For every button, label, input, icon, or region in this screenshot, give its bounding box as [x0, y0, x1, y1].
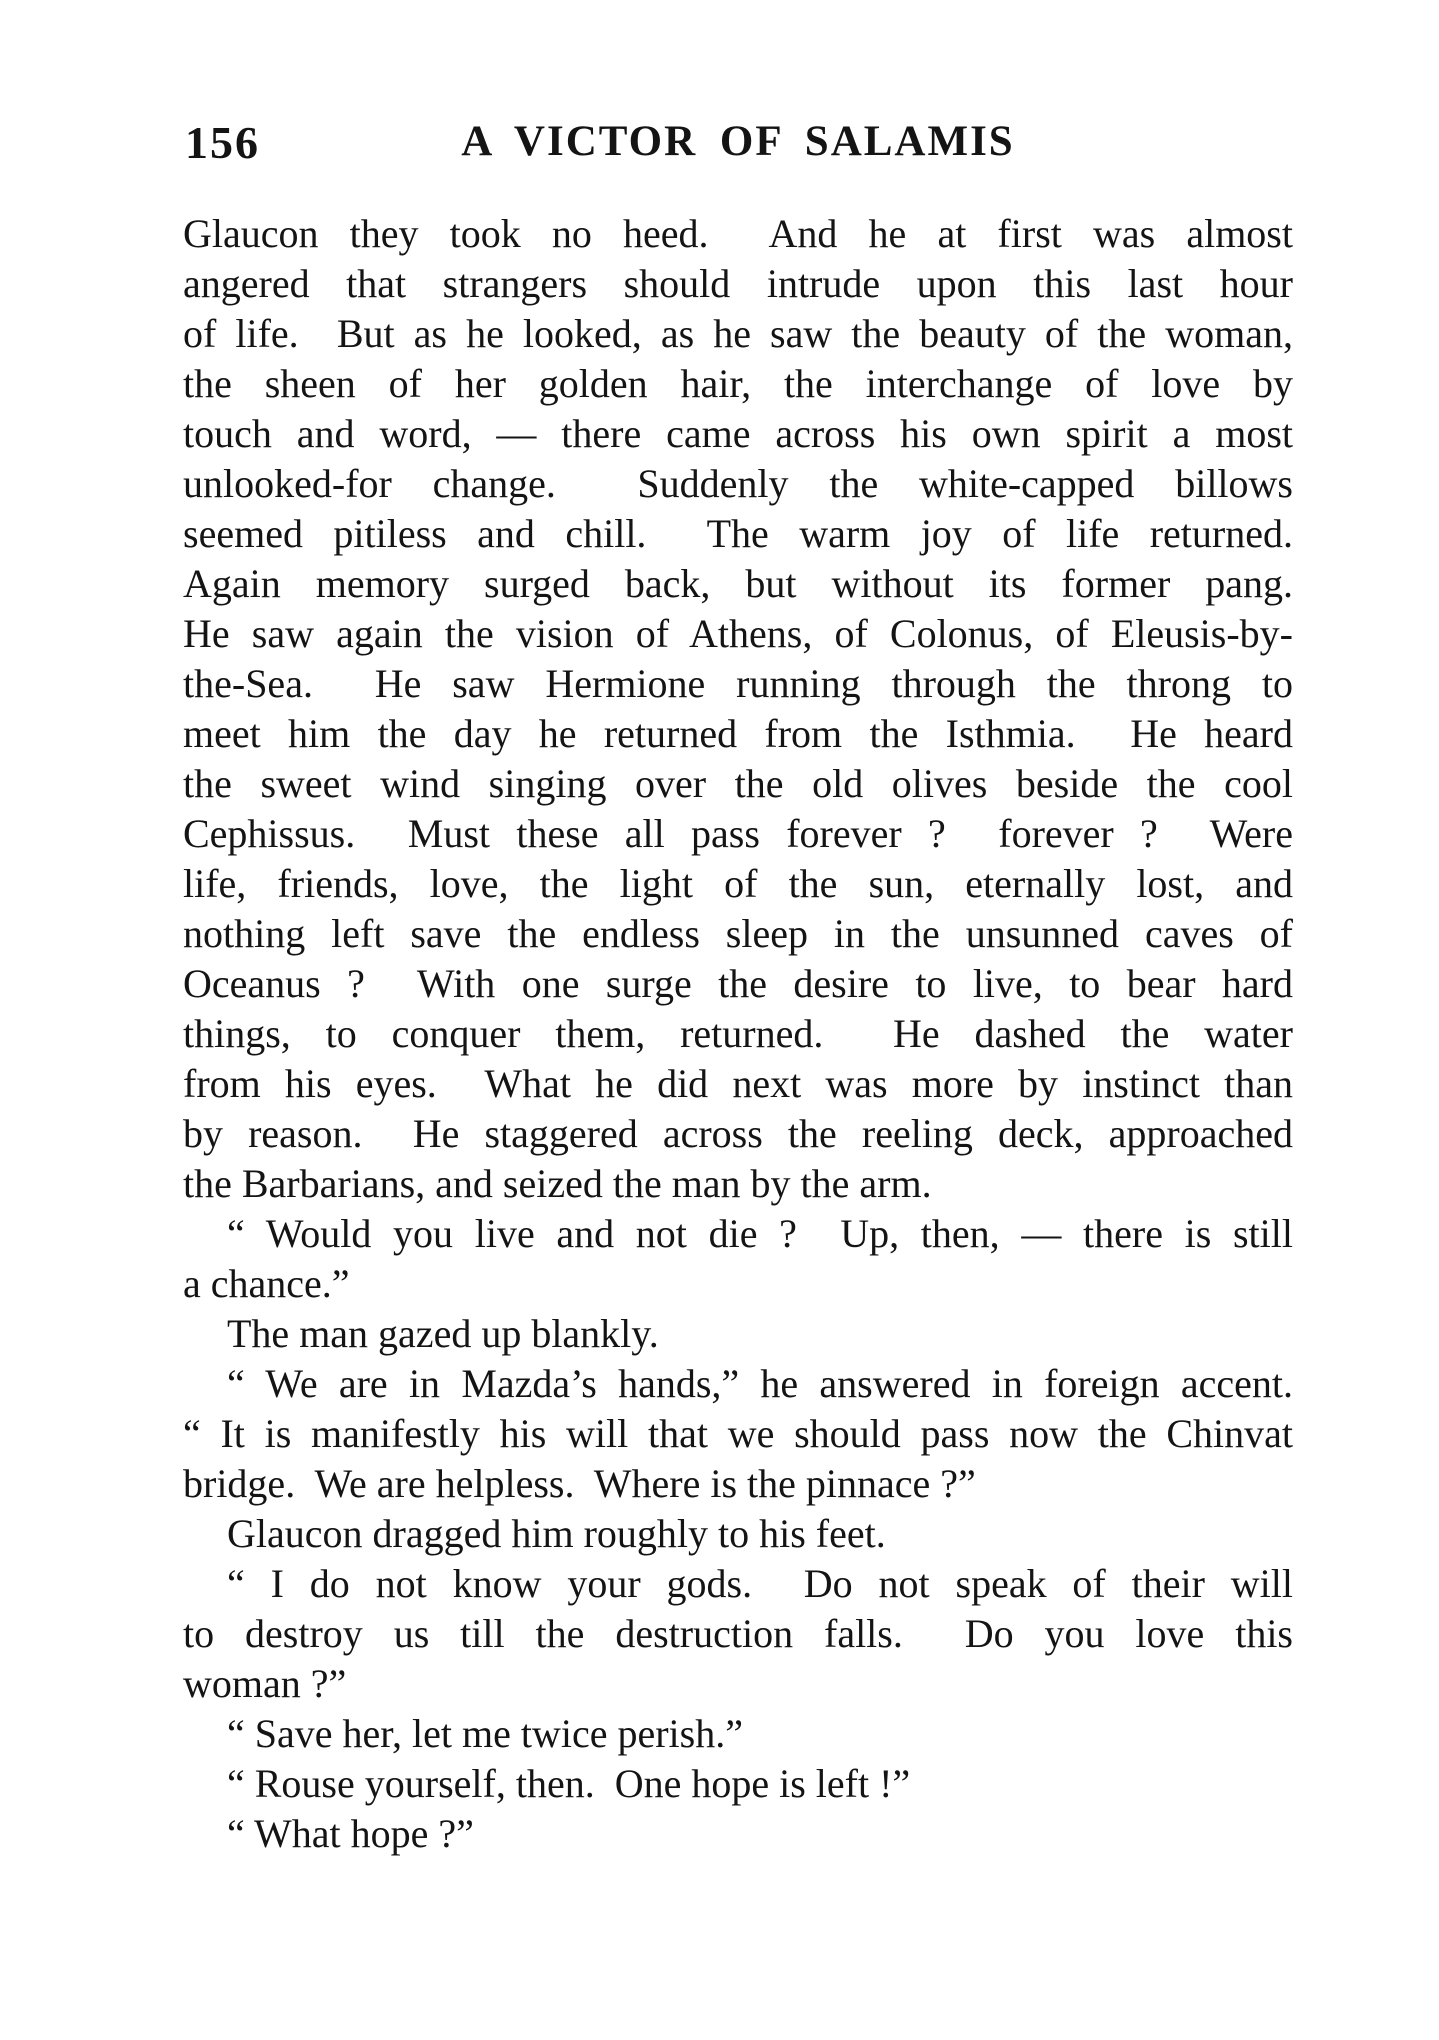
text-line: angered that strangers should intrude upon this last hour [183, 261, 1293, 306]
text-line: meet him the day he returned from the Isthmia. He heard [183, 711, 1293, 756]
text-line: bridge. We are helpless. Where is the pinnace ?” [183, 1461, 976, 1506]
page-header [183, 118, 1293, 168]
paragraph [183, 1559, 1293, 1709]
text-line: of life. But as he looked, as he saw the beauty of the woman, [183, 311, 1293, 356]
text-line: life, friends, love, the light of the sun, eternally lost, and [183, 861, 1293, 906]
text-line: “ Rouse yourself, then. One hope is left !” [227, 1761, 911, 1806]
text-line: touch and word, — there came across his own spirit a most [183, 411, 1293, 456]
paragraph [183, 1809, 1293, 1859]
page-body [183, 209, 1293, 1859]
text-line: seemed pitiless and chill. The warm joy of life returned. [183, 511, 1293, 556]
text-line: things, to conquer them, returned. He dashed the water [183, 1011, 1293, 1056]
text-line: the sheen of her golden hair, the interchange of love by [183, 361, 1293, 406]
text-line: the-Sea. He saw Hermione running through the throng to [183, 661, 1293, 706]
text-line: “ What hope ?” [227, 1811, 474, 1856]
page-number: 156 [185, 117, 260, 168]
paragraph [183, 209, 1293, 1209]
text-line: “ It is manifestly his will that we should pass now the Chinvat [183, 1411, 1293, 1456]
text-line: Again memory surged back, but without its former pang. [183, 561, 1293, 606]
text-line: Glaucon dragged him roughly to his feet. [227, 1511, 886, 1556]
text-line: The man gazed up blankly. [227, 1311, 659, 1356]
text-line: “ Save her, let me twice perish.” [227, 1711, 743, 1756]
text-line: Glaucon they took no heed. And he at first was almost [183, 211, 1293, 256]
text-line: a chance.” [183, 1261, 350, 1306]
text-line: to destroy us till the destruction falls. Do you love this [183, 1611, 1293, 1656]
text-line: He saw again the vision of Athens, of Colonus, of Eleusis-by- [183, 611, 1293, 656]
running-title: A VICTOR OF SALAMIS [461, 118, 1015, 165]
text-line: woman ?” [183, 1661, 347, 1706]
text-line: “ Would you live and not die ? Up, then, — there is still [227, 1211, 1293, 1256]
text-line: the sweet wind singing over the old olives beside the cool [183, 761, 1293, 806]
text-line: by reason. He staggered across the reeling deck, approached [183, 1111, 1293, 1156]
text-line: “ We are in Mazda’s hands,” he answered in foreign accent. [227, 1361, 1293, 1406]
paragraph [183, 1209, 1293, 1309]
text-line: from his eyes. What he did next was more by instinct than [183, 1061, 1293, 1106]
paragraph [183, 1759, 1293, 1809]
paragraph [183, 1509, 1293, 1559]
text-line: Cephissus. Must these all pass forever ? forever ? Were [183, 811, 1293, 856]
text-line: nothing left save the endless sleep in the unsunned caves of [183, 911, 1293, 956]
text-line: Oceanus ? With one surge the desire to live, to bear hard [183, 961, 1293, 1006]
paragraph [183, 1709, 1293, 1759]
text-line: unlooked-for change. Suddenly the white-capped billows [183, 461, 1293, 506]
text-line: “ I do not know your gods. Do not speak of their will [227, 1561, 1293, 1606]
text-line: the Barbarians, and seized the man by the arm. [183, 1161, 932, 1206]
paragraph [183, 1309, 1293, 1359]
paragraph [183, 1359, 1293, 1509]
